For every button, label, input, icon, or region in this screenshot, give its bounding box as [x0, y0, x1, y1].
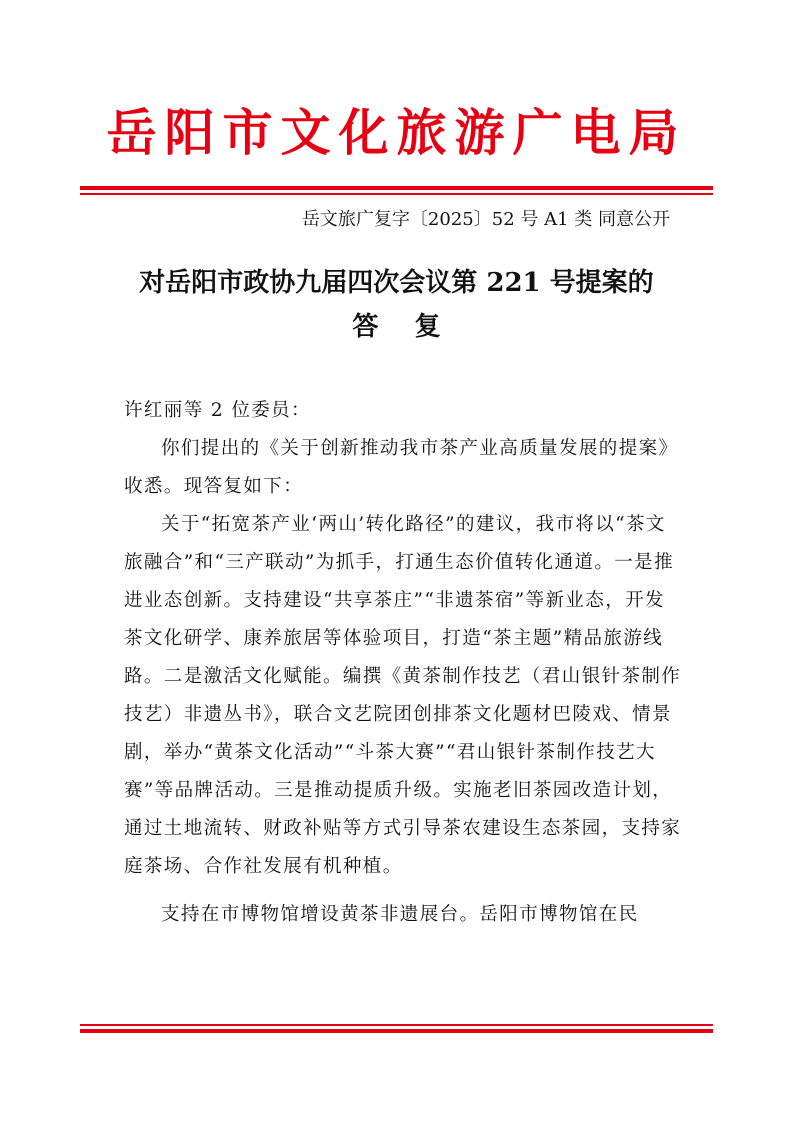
paragraph-suggestion-response: 关于“拓宽茶产业‘两山’转化路径”的建议，我市将以“茶文旅融合”和“三产联动”为抓手，打通生态价值转化通道。一是推进业态创新。支持建设“共享茶庄”“非遗茶宿”等新业态，开发茶文化研学、康养旅居等体验项目，打造“茶主题”精品旅游线路。二是激活文化赋能。编撰《黄茶制作技艺（君山银针茶制作技艺）非遗丛书》，联合文艺院团创排茶文化题材巴陵戏、情景剧，举办“黄茶文化活动”“斗茶大赛”“君山银针茶制作技艺大赛”等品牌活动。三是推动提质升级。实施老旧茶园改造计划，通过土地流转、财政补贴等方式引导茶农建设生态茶园，支持家庭茶场、合作社发展有机种植。: [124, 514, 682, 877]
paragraph-receipt: 你们提出的《关于创新推动我市茶产业高质量发展的提案》收悉。现答复如下：: [124, 438, 679, 497]
letterhead-title: 岳阳市文化旅游广电局: [106, 103, 687, 162]
header-rule-thin: [80, 193, 713, 195]
document-title-line-1: 对岳阳市政协九届四次会议第 221 号提案的: [139, 268, 654, 298]
document-body: [124, 392, 684, 934]
paragraph-museum: 支持在市博物馆增设黄茶非遗展台。岳阳市博物馆在民: [161, 904, 639, 925]
document-number: 岳文旅广复字〔2025〕52 号 A1 类 同意公开: [301, 209, 670, 230]
footer-rule-thick: [80, 1029, 713, 1033]
document-title-line-2: 答 复: [352, 312, 441, 342]
header-rule-thick: [80, 186, 713, 190]
footer-rule-thin: [80, 1024, 713, 1026]
salutation: 许红丽等 2 位委员：: [124, 400, 311, 421]
